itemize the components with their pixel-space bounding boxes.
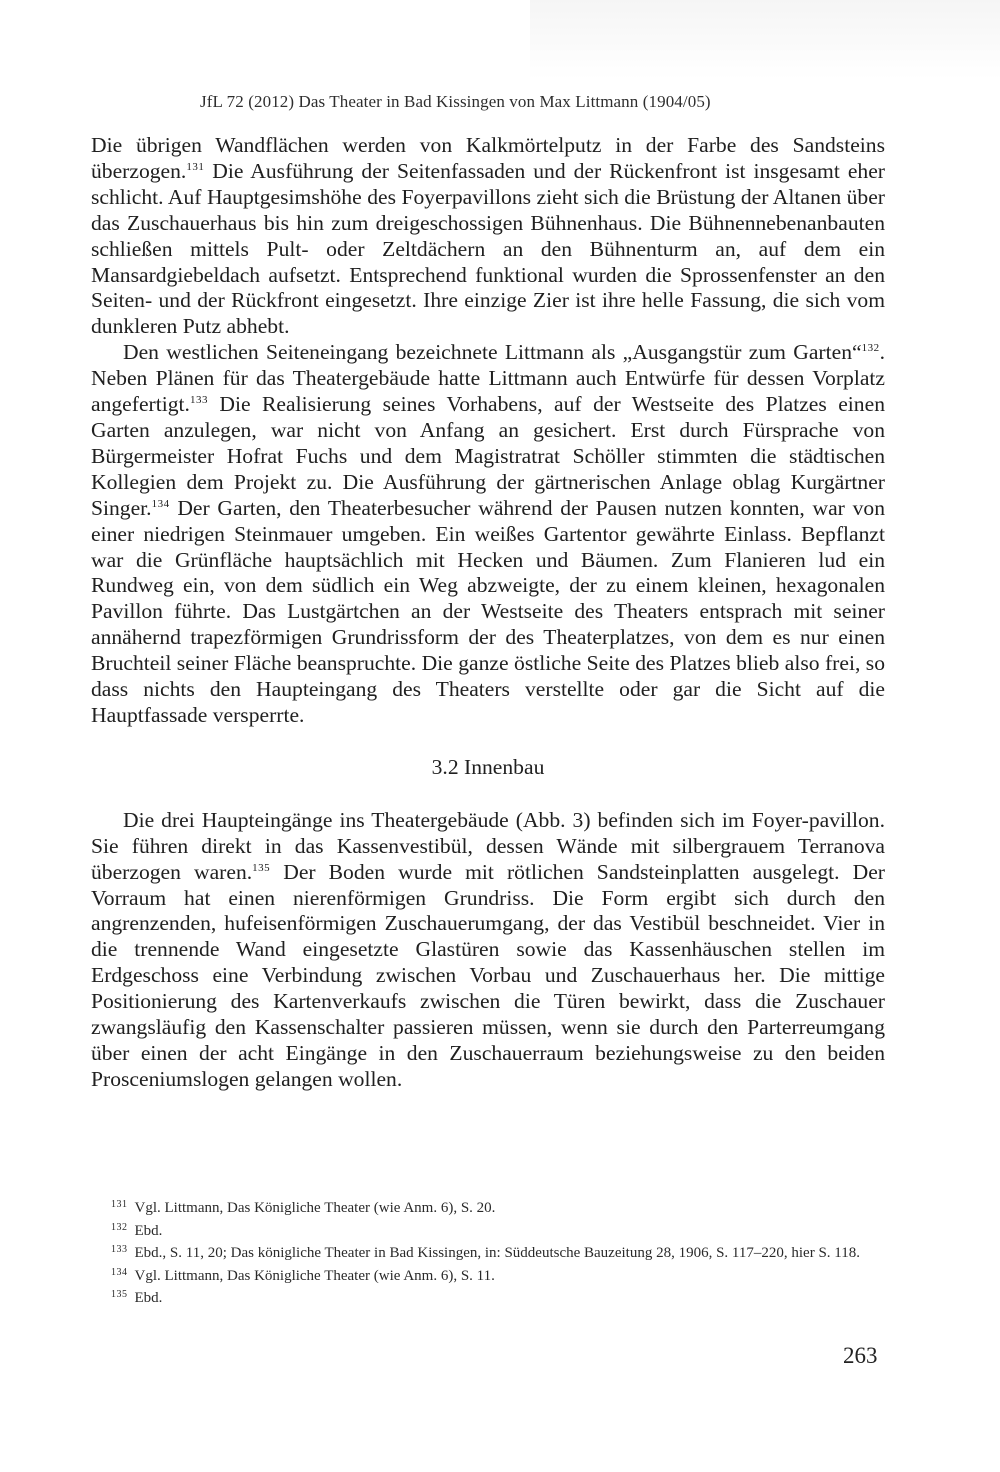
footnote-number: 131 [111, 1199, 128, 1210]
paragraph-text: Die drei Haupteingänge ins Theatergebäude (Abb. 3) befinden sich im Foyer-pavillon. Sie führen direkt in das Kassenvestibül, dessen Wände mit silbergrauem Terranova überzogen waren. [91, 807, 885, 884]
section-paragraphs [91, 808, 885, 1093]
scan-shading [530, 0, 1000, 80]
running-header: JfL 72 (2012) Das Theater in Bad Kissingen von Max Littmann (1904/05) [200, 92, 711, 111]
footnote-text: Vgl. Littmann, Das Königliche Theater (wie Anm. 6), S. 11. [134, 1267, 495, 1284]
paragraph-text: Die Realisierung seines Vorhabens, auf der Westseite des Platzes einen Garten anzulegen, war nicht von Anfang an gesichert. Erst durch Fürsprache von Bürgermeister Hofrat Fuchs und dem Magistratrat Schöller stimmten die städtischen Kollegien dem Projekt zu. Die Ausführung der gärtnerischen Anlage oblag Kurgärtner Singer. [91, 392, 885, 520]
footnote-number: 133 [111, 1244, 128, 1255]
paragraph-text: Den westlichen Seiteneingang bezeichnete Littmann als „Ausgangstür zum Garten“ [123, 340, 862, 365]
footnote [91, 1266, 885, 1289]
footnote-number: 132 [111, 1221, 128, 1233]
footnote [91, 1243, 885, 1266]
footnote-reference: 134 [151, 497, 170, 510]
footnote-number: 135 [111, 1289, 128, 1300]
main-text [91, 133, 885, 1093]
paragraph-text: Die übrigen Wandflächen werden von Kalkmörtelputz in der Farbe des Sandsteins überzogen. [91, 133, 885, 183]
footnote-text: Ebd., S. 11, 20; Das königliche Theater in Bad Kissingen, in: Süddeutsche Bauzeitung 28, 1906, S. 117–220, hier S. 118. [134, 1245, 860, 1261]
paragraph [91, 340, 885, 729]
paragraph-text: Der Boden wurde mit rötlichen Sandsteinplatten ausgelegt. Der Vorraum hat einen nierenförmigen Grundriss. Die Form ergibt sich durch den angrenzenden, hufeisenförmigen Zuschauerumgang, der das Vestibül beschneidet. Vier in die trennende Wand eingesetzte Glastüren sowie das Kassenhäuschen stellen im Erdgeschoss eine Verbindung zwischen Vorbau und Zuschauerhaus her. Die mittige Positionierung des Kartenverkaufs zwischen die Türen bewirkt, dass die Zuschauer zwangsläufig den Kassenschalter passieren müssen, wenn sie durch den Parterreumgang über einen der acht Eingänge in den Zuschauerraum beziehungsweise zu den beiden Prosceniumslogen gelangen wollen. [91, 859, 885, 1091]
paragraph [91, 808, 885, 1093]
footnote-reference: 131 [186, 160, 205, 173]
footnote-text: Vgl. Littmann, Das Königliche Theater (wie Anm. 6), S. 20. [134, 1200, 496, 1216]
footnote [91, 1221, 885, 1244]
intro-paragraphs [91, 133, 885, 729]
footnote-reference: 133 [189, 394, 208, 407]
footnote [91, 1198, 885, 1221]
paragraph-text: Die Ausführung der Seitenfassaden und der Rückenfront ist insgesamt eher schlicht. Auf Hauptgesimshöhe des Foyerpavillons zieht sich die Brüstung der Altanen über das Zuschauerhaus bis hin zum dreigeschossigen Bühnenhaus. Die Bühnennebenanbauten schließen mittels Pult- oder Zeltdächern an den Bühnenturm an, auf dem ein Mansardgiebeldach aufsetzt. Entsprechend funktional wurden die Sprossenfenster an den Seiten- und der Rückfront eingesetzt. Ihre einzige Zier ist ihre helle Fassung, die sich vom dunkleren Putz abhebt. [91, 158, 885, 339]
footnote-reference: 132 [861, 342, 880, 355]
paragraph-text: Der Garten, den Theaterbesucher während der Pausen nutzen konnten, war von einer niedrigen Steinmauer umgeben. Ein weißes Gartentor gewährte Einlass. Bepflanzt war die Grünfläche hauptsächlich mit Hecken und Bäumen. Zum Flanieren lud ein Rundweg ein, von dem südlich ein Weg abzweigte, der zu einem kleinen, hexagonalen Pavillon führte. Das Lustgärtchen an der Westseite des Theaters entsprach mit seiner annähernd trapezförmigen Grundrissform der des Theaterplatzes, von dem es nur einen Bruchteil seiner Fläche beanspruchte. Die ganze östliche Seite des Platzes blieb also frei, so dass nichts den Haupteingang des Theaters verstellte oder gar die Sicht auf die Hauptfassade versperrte. [91, 495, 885, 727]
paragraph [91, 133, 885, 340]
footnote [91, 1288, 885, 1311]
footnote-number: 134 [111, 1266, 128, 1278]
footnote-text: Ebd. [134, 1222, 163, 1239]
footnote-reference: 135 [252, 861, 271, 874]
page-number: 263 [843, 1343, 878, 1368]
paragraph-text: . Neben Plänen für das Theatergebäude hatte Littmann auch Entwürfe für dessen Vorplatz angefertigt. [91, 340, 885, 417]
footnote-text: Ebd. [134, 1290, 163, 1306]
section-heading: 3.2 Innenbau [431, 754, 545, 779]
footnotes [91, 1198, 885, 1311]
